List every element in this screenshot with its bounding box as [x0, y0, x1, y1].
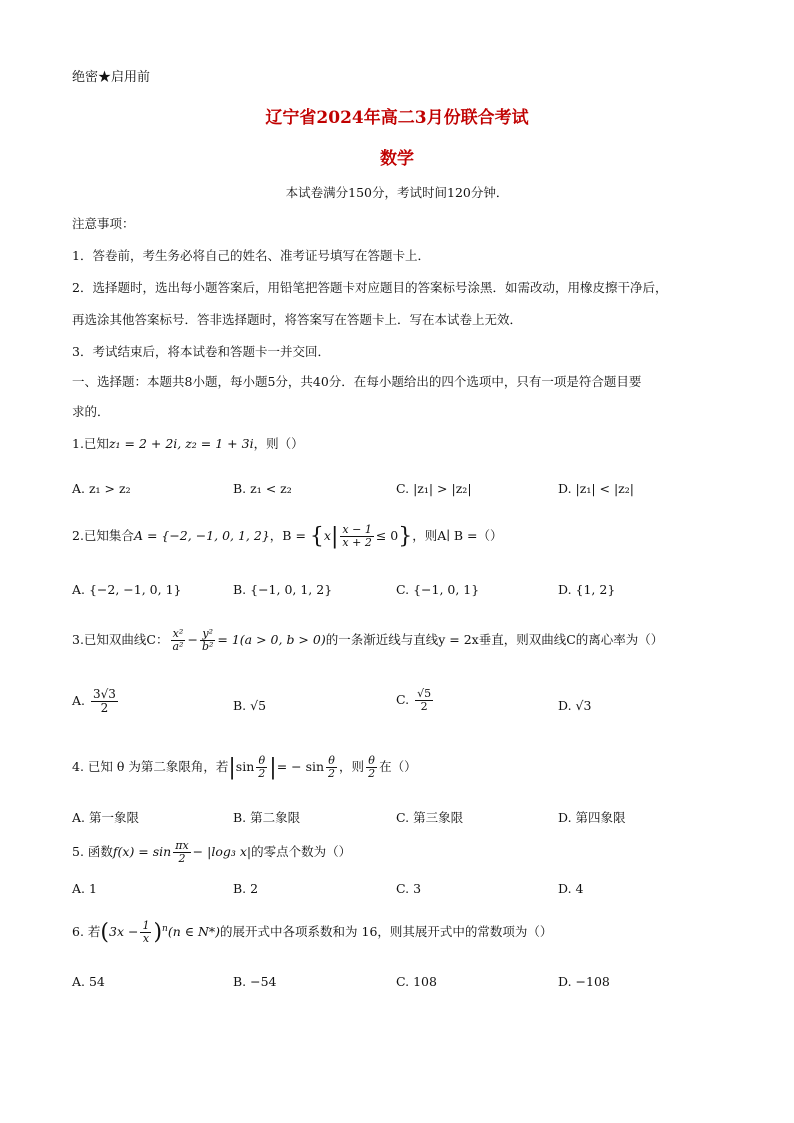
q3-option-c — [396, 688, 435, 713]
q3-frac-2 — [200, 628, 215, 653]
q4-suffix: 在（） — [379, 759, 417, 775]
q3-frac-2-num: y² — [202, 627, 213, 640]
q3-condition: = 1(a > 0, b > 0) — [217, 632, 326, 648]
q2-option-c: C. {−1, 0, 1} — [396, 582, 480, 597]
q2-le: ≤ 0 — [375, 528, 399, 544]
question-3 — [72, 628, 663, 653]
q6-prefix: 6. 若 — [72, 924, 101, 940]
q3-frac-2-den: b² — [201, 640, 214, 654]
q4-frac-3-den: 2 — [368, 767, 376, 781]
q6-condition: (n ∈ N*) — [167, 924, 221, 940]
q5-log: − |log₃ x| — [192, 844, 252, 860]
q3-frac-1-den: a² — [172, 640, 184, 654]
note-item-2b: 再选涂其他答案标号．答非选择题时，将答案写在答题卡上．写在本试卷上无效． — [72, 312, 523, 327]
question-6: 6. 若(3x − $\frac{1}{x}$ )$^n$(n ∈ N*)的展开式中各项系数和为 16，则其展开式中的常数项为（） — [72, 919, 553, 946]
q4-option-d: D. 第四象限 — [558, 810, 626, 825]
q6-option-b: B. −54 — [233, 974, 277, 989]
q3-option-c-num: √5 — [417, 687, 432, 700]
q6-option-c: C. 108 — [396, 974, 437, 989]
q3-option-c-frac — [415, 688, 433, 713]
q2-option-d: D. {1, 2} — [558, 582, 616, 597]
note-item-3: 3．考试结束后，将本试卷和答题卡一并交回． — [72, 344, 330, 359]
q3-prefix: 3.已知双曲线C： — [72, 632, 169, 648]
subject-title: 数学 — [380, 149, 414, 169]
q3-option-b: B. √5 — [233, 698, 267, 713]
q4-then: ，则 — [339, 759, 365, 775]
q3-frac-1 — [171, 628, 186, 653]
q5-frac-den: 2 — [178, 852, 186, 866]
section-heading-line1: 一、选择题：本题共8小题，每小题5分，共40分．在每小题给出的四个选项中，只有一项是符合题目要 — [72, 374, 642, 389]
q3-frac-1-num: x² — [172, 627, 184, 640]
q3-minus: − — [187, 632, 198, 648]
q4-option-c: C. 第三象限 — [396, 810, 464, 825]
q4-frac-2-den: 2 — [328, 767, 336, 781]
q4-frac-2 — [326, 755, 337, 780]
q5-option-d: D. 4 — [558, 881, 584, 896]
q3-suffix: 的一条渐近线与直线y = 2x垂直，则双曲线C的离心率为（） — [325, 632, 664, 648]
q4-prefix: 4. 已知 θ 为第二象限角，若 — [72, 759, 229, 775]
q3-option-a-den: 2 — [100, 701, 109, 716]
q6-base: 3x − — [109, 924, 139, 940]
q1-prefix: 1.已知 — [72, 436, 109, 451]
q4-frac-3 — [366, 755, 377, 780]
q5-option-a: A. 1 — [72, 881, 97, 896]
q4-frac-1-den: 2 — [258, 767, 266, 781]
q5-suffix: 的零点个数为（） — [251, 844, 352, 860]
q3-option-a-frac — [91, 688, 118, 715]
q1-suffix: ，则（） — [253, 436, 304, 451]
question-2: 2.已知集合A = {−2, −1, 0, 1, 2}，B = {x| $\frac{x - 1}{x + 2}$ ≤ 0}，则A∣ B =（） — [72, 523, 503, 550]
q6-option-a: A. 54 — [72, 974, 105, 989]
q6-exponent: n — [162, 923, 168, 934]
q2-fraction-den: x + 2 — [342, 536, 372, 550]
q2-set-b-var: x — [323, 528, 331, 544]
note-item-2a: 2．选择题时，选出每小题答案后，用铅笔把答题卡对应题目的答案标号涂黑．如需改动，用橡皮擦干净后， — [72, 280, 668, 295]
q6-suffix: 的展开式中各项系数和为 16，则其展开式中的常数项为（） — [220, 924, 553, 940]
q3-option-d: D. √3 — [558, 698, 592, 713]
q5-option-c: C. 3 — [396, 881, 422, 896]
q3-option-c-label: C. — [396, 692, 410, 708]
q6-frac-num: 1 — [142, 919, 150, 932]
question-5 — [72, 840, 351, 865]
q3-option-a-label: A. — [72, 693, 86, 709]
q1-option-d: D. |z₁| < |z₂| — [558, 481, 634, 496]
q5-frac-num: πx — [175, 839, 189, 852]
note-item-1: 1．答卷前，考生务必将自己的姓名、准考证号填写在答题卡上． — [72, 248, 430, 263]
q4-sin: sin — [235, 759, 255, 775]
q1-option-c: C. |z₁| > |z₂| — [396, 481, 472, 496]
q3-option-a-num: 3√3 — [93, 687, 116, 701]
q4-frac-1-num: θ — [258, 754, 266, 767]
q2-fraction-num: x − 1 — [342, 523, 372, 536]
q2-fraction — [340, 524, 373, 549]
q6-frac — [140, 920, 151, 945]
exam-title: 辽宁省2024年高二3月份联合考试 — [265, 108, 529, 128]
q3-option-a — [72, 688, 120, 715]
q5-prefix: 5. 函数 — [72, 844, 113, 860]
q5-function: f(x) = sin — [112, 844, 172, 860]
question-1 — [72, 434, 304, 452]
q1-option-a: A. z₁ > z₂ — [72, 481, 131, 496]
q5-option-b: B. 2 — [233, 881, 259, 896]
confidential-label: 绝密★启用前 — [72, 70, 151, 85]
q4-equals: = − sin — [276, 759, 325, 775]
q2-option-b: B. {−1, 0, 1, 2} — [233, 582, 333, 597]
q2-mid: ，B = — [269, 528, 306, 544]
notes-heading: 注意事项： — [72, 216, 135, 231]
q2-set-a: A = {−2, −1, 0, 1, 2} — [133, 528, 270, 544]
exam-intro: 本试卷满分150分，考试时间120分钟． — [285, 185, 509, 200]
q4-option-b: B. 第二象限 — [233, 810, 301, 825]
q5-frac — [173, 840, 190, 865]
q1-option-b: B. z₁ < z₂ — [233, 481, 292, 496]
q2-suffix: ，则A∣ B =（） — [412, 528, 503, 544]
q3-option-c-den: 2 — [420, 700, 428, 714]
q2-prefix: 2.已知集合 — [72, 528, 134, 544]
q2-option-a: A. {−2, −1, 0, 1} — [72, 582, 182, 597]
question-4: 4. 已知 θ 为第二象限角，若|sin $\frac{\theta}{2}$ |= − sin $\frac{\theta}{2}$ ，则 $\frac{\theta}{2}$ 在（） — [72, 754, 417, 781]
q4-frac-3-num: θ — [368, 754, 375, 767]
section-heading-line2: 求的． — [72, 404, 110, 419]
q4-frac-1 — [256, 755, 267, 780]
q4-frac-2-num: θ — [328, 754, 335, 767]
q6-frac-den: x — [142, 932, 150, 946]
q1-expression: z₁ = 2 + 2i, z₂ = 1 + 3i — [108, 436, 254, 451]
q6-option-d: D. −108 — [558, 974, 610, 989]
q4-option-a: A. 第一象限 — [72, 810, 139, 825]
